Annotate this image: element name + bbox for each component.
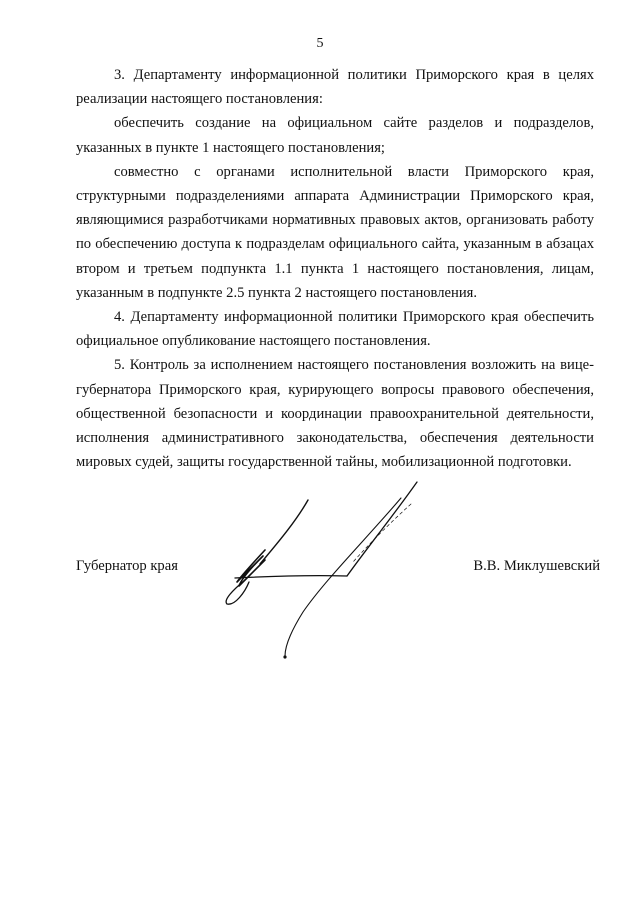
paragraph-item-3: 3. Департаменту информационной политики Приморского края в целях реализации настоящего постановления: [76, 67, 594, 108]
signatory-name: В.В. Миклушевский [473, 558, 600, 574]
signatory-position: Губернатор края [76, 558, 178, 574]
paragraph-item-5: 5. Контроль за исполнением настоящего постановления возложить на вице-губернатора Приморского края, курирующего вопросы правового обеспечения, общественной безопасности и координации правоохранительной деятельности, исполнения административного законодательства, обеспечения деятельности мировых судей, защиты государственной тайны, мобилизационной подготовки. [76, 357, 594, 471]
paragraph-sub-joint-access: совместно с органами исполнительной власти Приморского края, структурными подразделениями аппарата Администрации Приморского края, являющимися разработчиками нормативных правовых актов, организовать работу по обеспечению доступа к подразделам официального сайта, указанным в абзацах втором и третьем подпункта 1.1 пункта 1 настоящего постановления, лицам, указанным в подпункте 2.5 пункта 2 настоящего постановления. [76, 163, 594, 301]
page-number: 5 [316, 36, 324, 51]
paragraph-item-4: 4. Департаменту информационной политики Приморского края обеспечить официальное опубликование настоящего постановления. [76, 309, 594, 350]
paragraph-sub-create-sections: обеспечить создание на официальном сайте разделов и подразделов, указанных в пункте 1 настоящего постановления; [76, 115, 594, 156]
handwritten-signature [205, 478, 435, 668]
document-body [76, 63, 594, 474]
